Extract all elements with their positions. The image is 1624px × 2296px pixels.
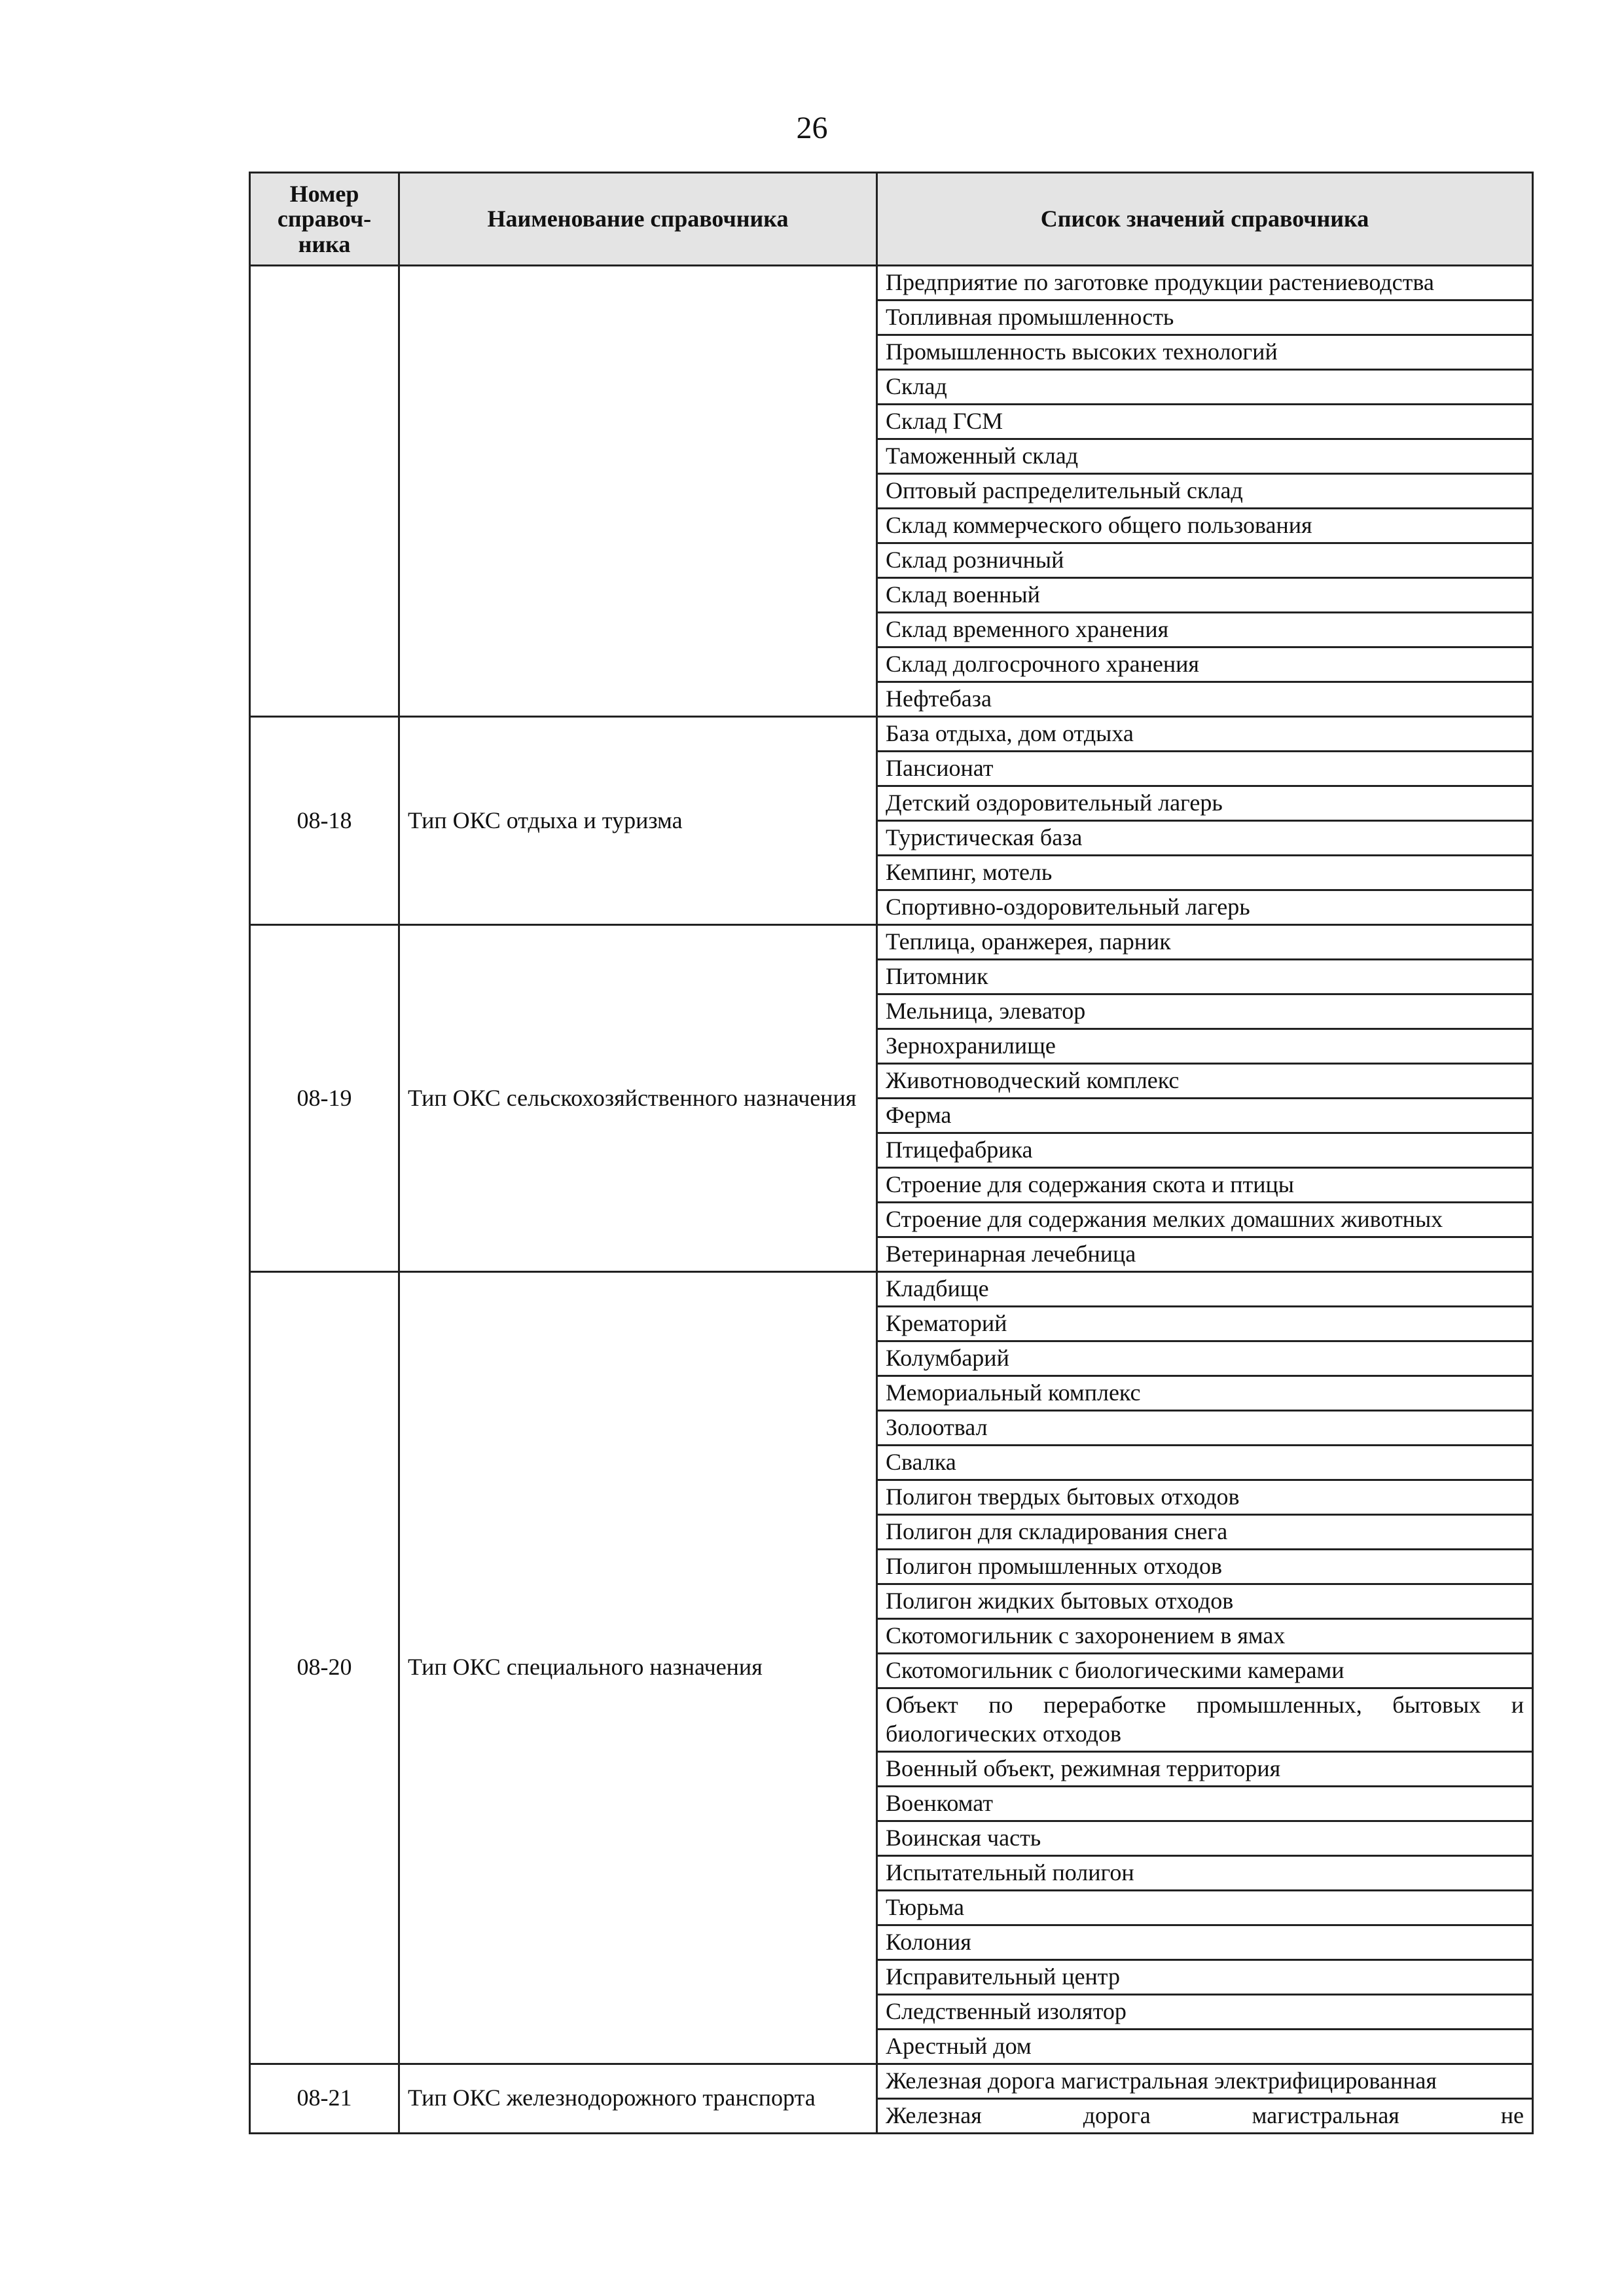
reference-value: Военный объект, режимная территория <box>877 1751 1533 1786</box>
reference-code: 08-21 <box>250 2064 399 2133</box>
table-row <box>250 2064 1533 2098</box>
reference-value: Арестный дом <box>877 2029 1533 2064</box>
reference-name <box>399 266 877 717</box>
table-header-row <box>250 173 1533 266</box>
reference-value: Склад долгосрочного хранения <box>877 647 1533 682</box>
reference-value: Железная дорога магистральная не <box>877 2098 1533 2133</box>
reference-value: Питомник <box>877 960 1533 994</box>
reference-value: Кладбище <box>877 1272 1533 1307</box>
reference-value: Предприятие по заготовке продукции растениеводства <box>877 266 1533 301</box>
reference-value: Скотомогильник с биологическими камерами <box>877 1654 1533 1688</box>
reference-code: 08-18 <box>250 717 399 925</box>
reference-value: Склад временного хранения <box>877 613 1533 647</box>
reference-value: Полигон для складирования снега <box>877 1515 1533 1550</box>
reference-value: Склад военный <box>877 578 1533 613</box>
reference-value: Кемпинг, мотель <box>877 856 1533 890</box>
reference-value: Крематорий <box>877 1307 1533 1341</box>
table-row <box>250 1272 1533 1307</box>
reference-value: Склад <box>877 370 1533 405</box>
reference-value: Пансионат <box>877 752 1533 786</box>
reference-name: Тип ОКС железнодорожного транспорта <box>399 2064 877 2133</box>
table-row <box>250 925 1533 960</box>
reference-value: Испытательный полигон <box>877 1855 1533 1890</box>
reference-value: Колония <box>877 1925 1533 1959</box>
reference-value: Объект по переработке промышленных, бытовых и биологических отходов <box>877 1688 1533 1752</box>
reference-value: Топливная промышленность <box>877 301 1533 335</box>
reference-value: Ферма <box>877 1099 1533 1133</box>
reference-value: Туристическая база <box>877 821 1533 856</box>
reference-value: Полигон промышленных отходов <box>877 1550 1533 1584</box>
reference-value: База отдыха, дом отдыха <box>877 717 1533 752</box>
reference-value: Строение для содержания мелких домашних животных <box>877 1203 1533 1237</box>
reference-value: Тюрьма <box>877 1890 1533 1925</box>
reference-value: Детский оздоровительный лагерь <box>877 786 1533 821</box>
reference-value: Промышленность высоких технологий <box>877 335 1533 370</box>
reference-value: Нефтебаза <box>877 682 1533 717</box>
reference-value: Зернохранилище <box>877 1029 1533 1064</box>
header-name: Наименование справочника <box>399 173 877 266</box>
reference-value: Следственный изолятор <box>877 1994 1533 2029</box>
reference-value: Спортивно-оздоровительный лагерь <box>877 890 1533 925</box>
reference-value: Полигон жидких бытовых отходов <box>877 1584 1533 1619</box>
reference-value: Теплица, оранжерея, парник <box>877 925 1533 960</box>
reference-name: Тип ОКС отдыха и туризма <box>399 717 877 925</box>
reference-value: Мемориальный комплекс <box>877 1376 1533 1411</box>
reference-value: Склад ГСМ <box>877 405 1533 439</box>
reference-value: Оптовый распределительный склад <box>877 474 1533 509</box>
table-body <box>250 266 1533 2134</box>
reference-value: Мельница, элеватор <box>877 994 1533 1029</box>
reference-value: Склад розничный <box>877 543 1533 578</box>
reference-value: Военкомат <box>877 1786 1533 1821</box>
reference-value: Ветеринарная лечебница <box>877 1237 1533 1272</box>
table-row <box>250 266 1533 301</box>
reference-value: Свалка <box>877 1446 1533 1480</box>
header-values: Список значений справочника <box>877 173 1533 266</box>
reference-code: 08-19 <box>250 925 399 1272</box>
reference-value: Полигон твердых бытовых отходов <box>877 1480 1533 1515</box>
reference-value: Железная дорога магистральная электрифицированная <box>877 2064 1533 2098</box>
reference-name: Тип ОКС сельскохозяйственного назначения <box>399 925 877 1272</box>
reference-code: 08-20 <box>250 1272 399 2064</box>
reference-value: Строение для содержания скота и птицы <box>877 1168 1533 1203</box>
page-number: 26 <box>796 111 828 145</box>
reference-value: Колумбарий <box>877 1341 1533 1376</box>
header-number: Номер справоч-ника <box>250 173 399 266</box>
reference-table <box>249 172 1534 2134</box>
reference-value: Склад коммерческого общего пользования <box>877 509 1533 543</box>
reference-value: Таможенный склад <box>877 439 1533 474</box>
reference-value: Воинская часть <box>877 1821 1533 1855</box>
reference-value: Золоотвал <box>877 1411 1533 1446</box>
reference-value: Исправительный центр <box>877 1959 1533 1994</box>
reference-value: Животноводческий комплекс <box>877 1064 1533 1099</box>
reference-name: Тип ОКС специального назначения <box>399 1272 877 2064</box>
table-row <box>250 717 1533 752</box>
reference-value: Птицефабрика <box>877 1133 1533 1168</box>
reference-code <box>250 266 399 717</box>
reference-value: Скотомогильник с захоронением в ямах <box>877 1619 1533 1654</box>
